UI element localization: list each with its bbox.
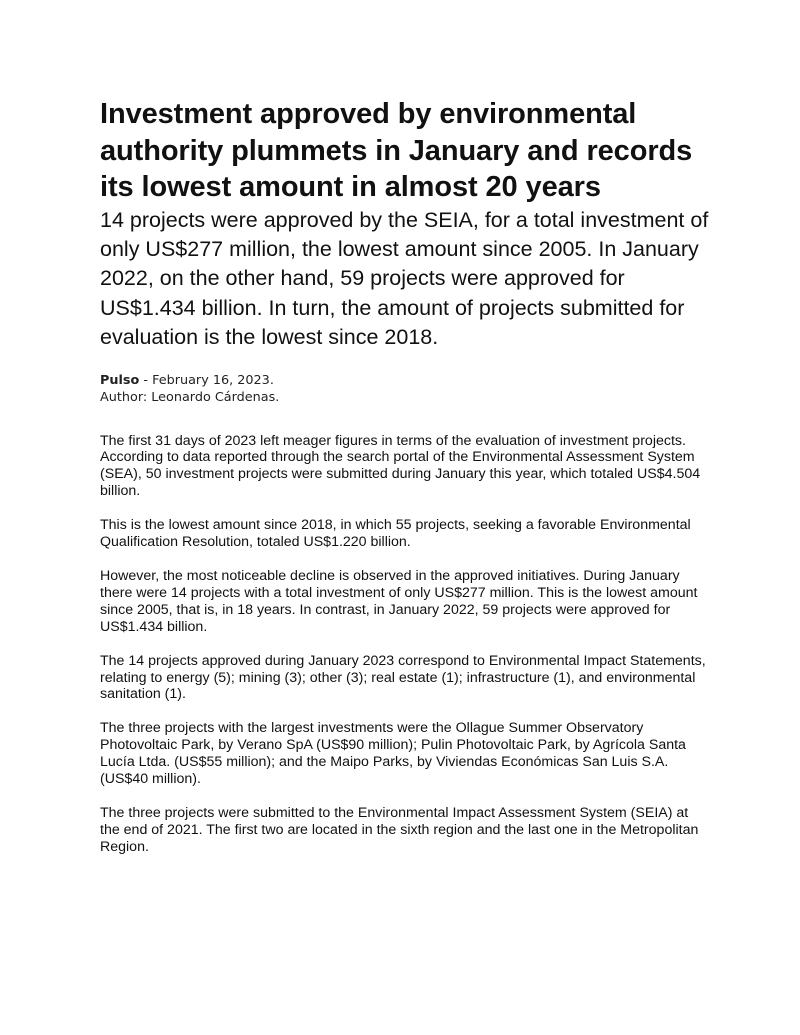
article bbox=[100, 96, 710, 873]
publication-name: Pulso bbox=[100, 372, 140, 388]
author-line: Author: Leonardo Cárdenas. bbox=[100, 389, 280, 405]
publication-date: February 16, 2023. bbox=[152, 372, 274, 388]
paragraph: This is the lowest amount since 2018, in which 55 projects, seeking a favorable Environmental Qualification Resolution, totaled US$1.220 billion. bbox=[100, 517, 691, 551]
article-subtitle: 14 projects were approved by the SEIA, for a total investment of only US$277 million, the lowest amount since 2005. In January 2022, on the other hand, 59 projects were approved for US$1.434 billion. In turn, the amount of projects submitted for evaluation is the lowest since 2018. bbox=[100, 207, 709, 350]
paragraph: However, the most noticeable decline is observed in the approved initiatives. During January there were 14 projects with a total investment of only US$277 million. This is the lowest amount since 2005, that is, in 18 years. In contrast, in January 2022, 59 projects were approved for US$1.434 billion. bbox=[100, 567, 698, 635]
paragraph: The 14 projects approved during January 2023 correspond to Environmental Impact Statements, relating to energy (5); mining (3); other (3); real estate (1); infrastructure (1), and environmental sanitation (1). bbox=[100, 652, 706, 703]
article-headline: Investment approved by environmental authority plummets in January and records its lowest amount in almost 20 years bbox=[100, 98, 693, 203]
byline-separator: - bbox=[139, 372, 153, 388]
byline bbox=[100, 372, 710, 406]
paragraph: The three projects were submitted to the Environmental Impact Assessment System (SEIA) at the end of 2021. The first two are located in the sixth region and the last one in the Metropolitan Region. bbox=[100, 804, 699, 855]
byline-source-line bbox=[100, 372, 710, 389]
paragraph: The three projects with the largest investments were the Ollague Summer Observatory Photovoltaic Park, by Verano SpA (US$90 million); Pulin Photovoltaic Park, by Agrícola Santa Lucía Ltda. (US$55 million); and the Maipo Parks, by Viviendas Económicas San Luis S.A. (US$40 million). bbox=[100, 720, 686, 788]
paragraph: The first 31 days of 2023 left meager figures in terms of the evaluation of investment projects. According to data reported through the search portal of the Environmental Assessment System (SEA), 50 investment projects were submitted during January this year, which totaled US$4.504 billion. bbox=[100, 432, 701, 500]
article-body bbox=[100, 433, 710, 856]
